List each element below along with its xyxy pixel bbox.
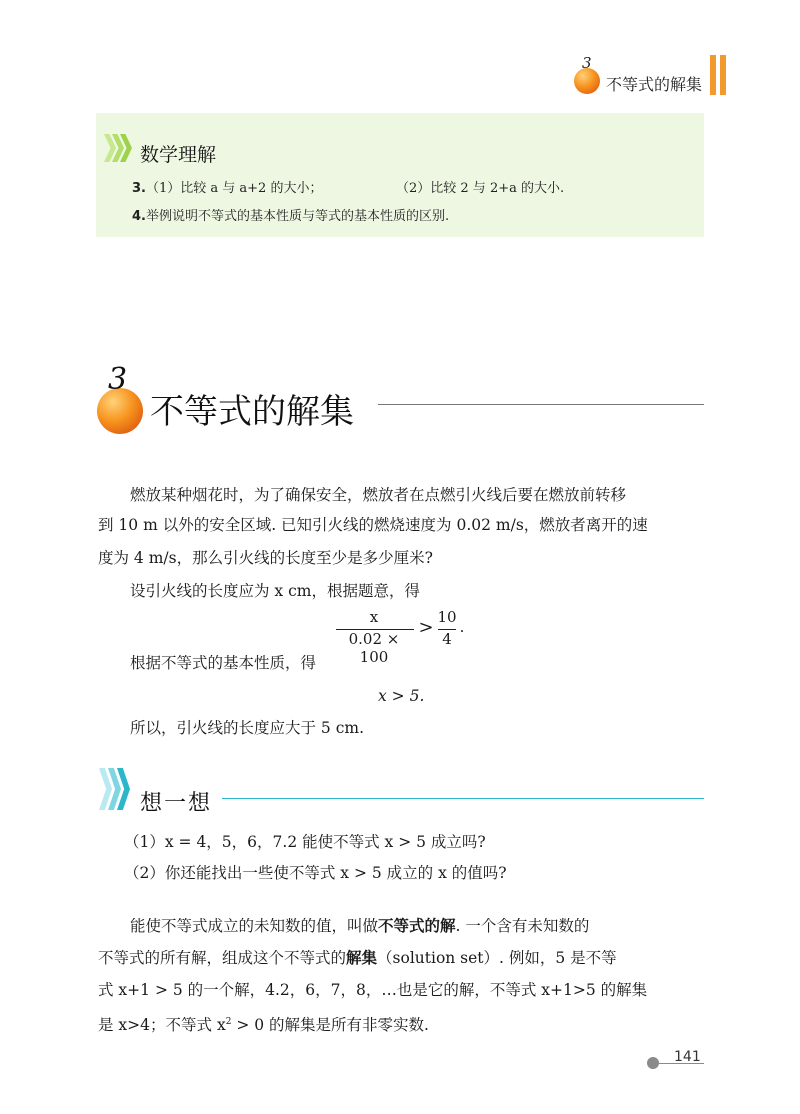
definition-term: 不等式的解 (378, 917, 456, 935)
paragraph-line: 所以，引火线的长度应大于 5 cm. (130, 719, 365, 737)
exercise-item-4 (132, 205, 449, 224)
paragraph-line: 度为 4 m/s，那么引火线的长度至少是多少厘米? (98, 549, 433, 567)
definition-term: 解集 (346, 949, 378, 967)
definition-text: . 一个含有未知数的 (455, 917, 590, 935)
superscript: 2 (225, 1017, 232, 1027)
think-heading-rule (222, 798, 704, 799)
exercise-item-4-text: 举例说明不等式的基本性质与等式的基本性质的区别. (145, 209, 450, 224)
header-accent-bar (720, 55, 726, 95)
section-title: 不等式的解集 (150, 392, 354, 432)
paragraph-line: 根据不等式的基本性质，得 (130, 654, 317, 672)
equation-operator: > (418, 617, 434, 638)
definition-text: 是 x>4；不等式 x (98, 1016, 226, 1035)
exercise-heading: 数学理解 (140, 144, 217, 166)
equation-numerator: x (369, 608, 379, 626)
page-number: 141 (674, 1049, 701, 1065)
think-heading: 想一想 (140, 791, 213, 816)
exercise-item-3 (132, 177, 322, 196)
think-question-1: （1）x = 4，5，6，7.2 能使不等式 x > 5 成立吗? (124, 833, 486, 851)
definition-text: > 0 的解集是所有非零实数. (231, 1016, 429, 1035)
definition-text: 能使不等式成立的未知数的值，叫做 (130, 917, 379, 935)
header-section-number: 3 (582, 54, 592, 72)
section-title-rule (378, 404, 704, 405)
paragraph-line: 燃放某种烟花时，为了确保安全，燃放者在点燃引火线后要在燃放前转移 (130, 486, 627, 504)
definition-text: （solution set）. 例如，5 是不等 (377, 949, 617, 967)
chevron-icon (99, 768, 112, 810)
paragraph-line: 设引火线的长度应为 x cm，根据题意，得 (130, 582, 420, 600)
definition-line (130, 913, 589, 940)
definition-line: 式 x+1 > 5 的一个解，4.2，6，7，8，…也是它的解，不等式 x+1>5 的解集 (98, 981, 648, 999)
header-accent-bar (710, 55, 716, 95)
equation-right-numerator: 10 (437, 608, 457, 626)
header-title: 不等式的解集 (606, 75, 703, 94)
exercise-item-number: 3. (132, 181, 146, 196)
definition-text: 不等式的所有解，组成这个不等式的 (98, 949, 347, 967)
definition-line (98, 1009, 429, 1039)
equation-result: x > 5. (378, 687, 425, 705)
exercise-item-3-part2: （2）比较 2 与 2+a 的大小. (396, 181, 565, 196)
think-question-2: （2）你还能找出一些使不等式 x > 5 成立的 x 的值吗? (124, 864, 507, 882)
exercise-item-3-part1: （1）比较 a 与 a+2 的大小； (145, 181, 323, 196)
definition-line (98, 945, 617, 972)
equation-end-period: . (459, 618, 465, 636)
equation-right-denominator: 4 (442, 630, 452, 648)
paragraph-line: 到 10 m 以外的安全区域. 已知引火线的燃烧速度为 0.02 m/s，燃放者离开的速 (98, 516, 648, 534)
equation-denominator: 0.02 × 100 (348, 630, 400, 666)
section-number: 3 (108, 362, 128, 397)
exercise-item-number: 4. (132, 209, 146, 224)
